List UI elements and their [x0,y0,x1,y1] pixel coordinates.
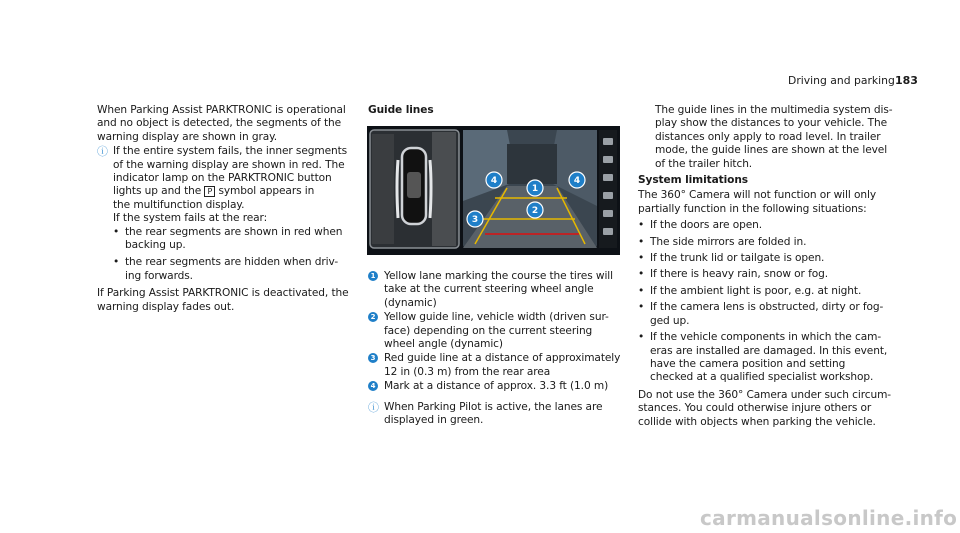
note-line: If the system fails at the rear: [113,212,268,225]
bullet-line: If the doors are open. [650,219,763,232]
note-line: play show the distances to your vehicle. The [655,117,888,130]
bullet-line: If the ambient light is poor, e.g. at night. [650,284,862,297]
note-line: of the trailer hitch. [655,157,753,170]
watermark: carmanualsonline.info [700,506,958,530]
bullet-dot: • [638,219,645,232]
bullet-dot: • [113,225,120,238]
intro-line: The 360° Camera will not function or will only [638,189,876,202]
legend-line: Yellow lane marking the course the tires will [384,270,613,282]
note-line: The guide lines in the multimedia system dis- [655,104,893,116]
list-item [638,236,900,249]
bullet-line: backing up. [125,239,186,252]
image-marker: 1 [531,184,539,194]
outro-paragraph: If Parking Assist PARKTRONIC is deactivated, the warning display fades out. [97,287,349,313]
outro-line: collide with objects when parking the vehicle. [638,415,876,428]
bullet-line: The side mirrors are folded in. [650,235,807,248]
list-item [638,219,900,232]
bullet-dot: • [638,268,645,281]
note-line: displayed in green. [384,414,484,427]
note-line: When Parking Pilot is active, the lanes are [384,400,603,413]
legend-item [368,270,630,310]
intro-line: partially function in the following situations: [638,202,867,215]
bullet-line: the rear segments are hidden when driv- [125,256,339,269]
image-marker: 4 [573,176,581,186]
marker-3-icon: 3 [368,353,378,363]
bullet-dot: • [113,256,120,269]
camera-image [367,126,620,255]
page-number: 183 [895,74,918,87]
camera-view-illustration [367,126,620,255]
list-item [638,252,900,265]
note-line: of the warning display are shown in red. The [113,158,345,171]
bullet-dot: • [638,252,645,265]
image-marker: 2 [531,206,539,216]
info-icon: ⓘ [97,145,108,159]
bullet-line: eras are installed are damaged. In this event, [650,344,888,357]
bullet-line: have the camera position and setting [650,357,846,370]
column-1 [97,104,355,314]
bullet-line: the rear segments are shown in red when [125,225,343,238]
legend-item [368,352,630,379]
note-line: indicator lamp on the PARKTRONIC button [113,172,332,185]
legend-line: Yellow guide line, vehicle width (driven sur- [384,311,609,324]
legend-item [368,311,630,351]
legend-line: 12 in (0.3 m) from the rear area [384,365,551,378]
guide-lines-title: Guide lines [368,104,434,116]
info-icon: ⓘ [368,400,379,414]
marker-1-icon: 1 [368,271,378,281]
note-line [113,185,347,198]
legend-line: wheel angle (dynamic) [384,338,503,351]
list-item [638,268,900,281]
note-block [368,401,630,428]
note-block [97,145,355,283]
note-text: lights up and the [113,185,202,198]
outro-line: stances. You could otherwise injure others or [638,402,872,415]
image-marker: 3 [471,215,479,225]
bullet-line: If the vehicle components in which the cam- [650,331,882,344]
note-text: symbol appears in [218,185,315,198]
bullet-line: ing forwards. [125,269,193,282]
bullet-dot: • [638,301,645,314]
continued-note [638,104,900,171]
outro-paragraph [638,389,900,429]
bullet-line: If the camera lens is obstructed, dirty or fog- [650,301,884,314]
list-item [113,226,347,253]
image-marker: 4 [490,176,498,186]
bullet-dot: • [638,235,645,248]
note-line: mode, the guide lines are shown at the level [655,144,888,157]
note-line: the multifunction display. [113,198,245,211]
marker-4-icon: 4 [368,381,378,391]
legend-line: Red guide line at a distance of approximately [384,352,621,365]
bullet-dot: • [638,284,645,297]
legend-line: face) depending on the current steering [384,324,593,337]
note-line: If the entire system fails, the inner segments [113,145,348,158]
list-item [638,285,900,298]
column-3 [638,104,900,429]
note-line: distances only apply to road level. In trailer [655,130,881,143]
marker-2-icon: 2 [368,312,378,322]
bullet-line: If the trunk lid or tailgate is open. [650,252,825,265]
legend-line: Mark at a distance of approx. 3.3 ft (1.0 m) [384,380,609,393]
guide-lines-legend [368,270,630,427]
intro-paragraph: When Parking Assist PARKTRONIC is operational and no object is detected, the segments of the warning display are shown in gray. [97,104,346,143]
list-item [638,331,900,385]
outro-line: Do not use the 360° Camera under such circum- [638,388,892,401]
list-item [113,256,347,283]
legend-item [368,380,630,393]
bullet-line: If there is heavy rain, snow or fog. [650,268,828,281]
bullet-line: ged up. [650,314,690,327]
bullet-dot: • [638,331,645,344]
bullet-line: checked at a qualified specialist workshop. [650,371,874,384]
legend-line: take at the current steering wheel angle [384,283,594,296]
note-body [113,145,347,283]
list-item [638,301,900,328]
system-limitations-title: System limitations [638,174,748,187]
limitations-intro [638,189,900,216]
parktronic-key-icon: P [204,186,215,197]
legend-line: (dynamic) [384,296,437,309]
section-title: Driving and parking [788,74,895,87]
